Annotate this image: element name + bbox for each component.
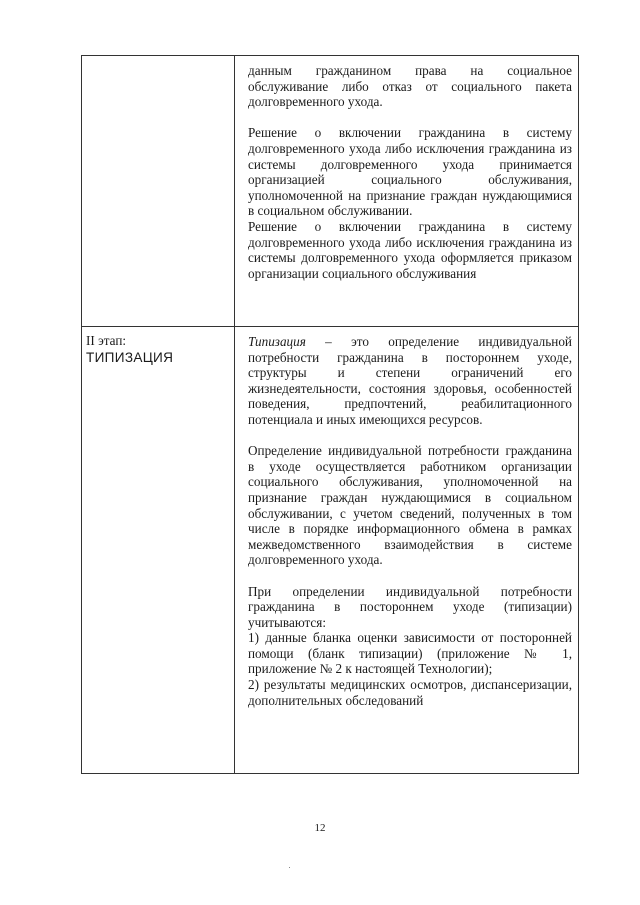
table-cell-content (235, 327, 579, 774)
table-cell-content (235, 56, 579, 327)
defined-term: Типизация (248, 334, 306, 349)
scan-speck (289, 867, 290, 868)
definition-paragraph (248, 334, 572, 428)
page-number: 12 (314, 822, 326, 834)
list-item: 1) данные бланка оценки зависимости от посторонней помощи (бланк типизации) (приложение № 1, приложение № 2 к настоящей Технологии); (248, 630, 572, 677)
process-table (81, 55, 579, 774)
paragraph: Решение о включении гражданина в систему долговременного ухода либо исключения гражданина из системы долговременного ухода принимается организацией социального обслуживания, уполномоченной на признание граждан нуждающимися в социальном обслуживании. (248, 125, 572, 219)
stage-name: ТИПИЗАЦИЯ (86, 349, 174, 365)
paragraph: данным гражданином права на социальное обслуживание либо отказ от социального пакета долговременного ухода. (248, 63, 572, 110)
paragraph: Решение о включении гражданина в систему долговременного ухода либо исключения гражданина из системы долговременного ухода оформляется приказом организации социального обслуживания (248, 218, 572, 281)
list-item: 2) результаты медицинских осмотров, диспансеризации, дополнительных обследований (248, 677, 572, 708)
paragraph: Определение индивидуальной потребности гражданина в уходе осуществляется работником организации социального обслуживания, уполномоченной на признание граждан нуждающимися в социальном обслуживании, с учетом сведений, полученных в том числе в порядке информационного обмена в рамках межведомственного взаимодействия в системе долговременного ухода. (248, 443, 572, 568)
table-row (82, 327, 579, 774)
definition-text: – это определение индивидуальной потребности гражданина в постороннем уходе, структуры и степени ограничений его жизнедеятельности, состояния здоровья, особенностей поведения, предпочтений, реабилитационного потенциала и иных имеющихся ресурсов. (248, 334, 572, 427)
table-cell-empty (82, 56, 235, 327)
stage-cell (82, 327, 235, 774)
table-row (82, 56, 579, 327)
paragraph: При определении индивидуальной потребности гражданина в постороннем уходе (типизации) учитываются: (248, 583, 572, 630)
stage-label: II этап: (86, 333, 127, 348)
